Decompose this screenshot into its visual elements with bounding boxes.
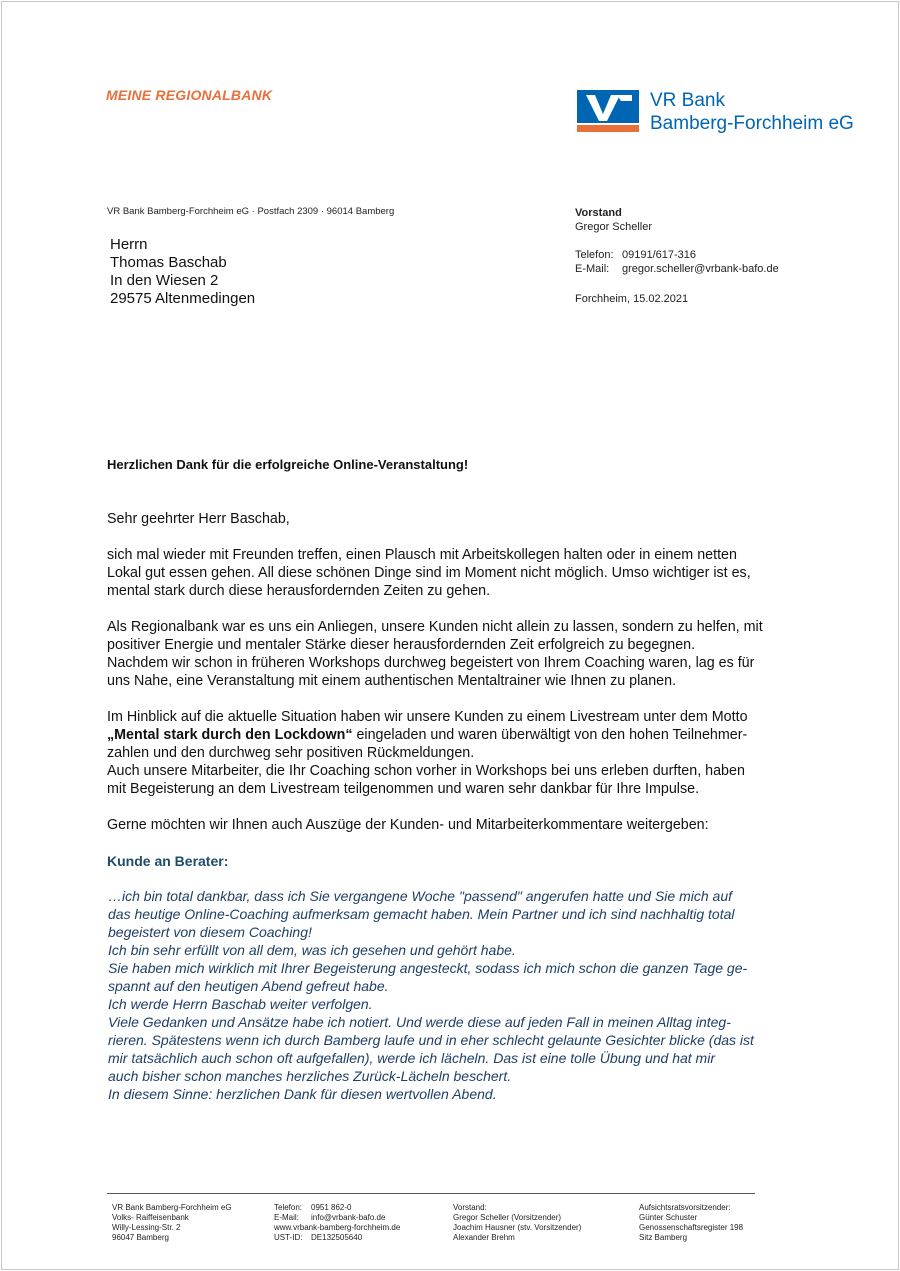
contact-person: Gregor Scheller [575,221,653,233]
recipient-street: In den Wiesen 2 [110,272,219,289]
footer-text: Joachim Hausner (stv. Vorsitzender) [453,1223,582,1232]
letter-subject: Herzlichen Dank für die erfolgreiche Online-Veranstaltung! [107,457,469,472]
footer-text: Willy-Lessing-Str. 2 [112,1223,181,1232]
body-line: Gerne möchten wir Ihnen auch Auszüge der Kunden- und Mitarbeiterkommentare weitergeben: [107,817,709,833]
body-line: mit Begeisterung an dem Livestream teilgenommen und waren sehr dankbar für Ihre Impulse. [107,781,700,797]
footer-text: Aufsichtsratsvorsitzender: [639,1203,731,1212]
phone-label: Telefon: [575,249,614,261]
footer-text: Günter Schuster [639,1213,698,1222]
footer-text: Alexander Brehm [453,1233,515,1242]
body-line: uns Nahe, eine Veranstaltung mit einem authentischen Mentaltrainer wie Ihnen zu planen. [107,673,677,689]
body-line: positiver Energie und mentaler Stärke dieser herausfordernden Zeit erfolgreich zu begegnen. [107,637,696,653]
footer-email-row [274,1213,400,1223]
body-line-rest: eingeladen und waren überwältigt von den hohen Teilnehmer- [352,727,748,743]
footer-supervisory [639,1203,743,1243]
body-line: zahlen und den durchweg sehr positiven Rückmeldungen. [107,745,475,761]
greeting: Sehr geehrter Herr Baschab, [107,511,290,527]
contact-block [575,206,779,306]
body-line: Im Hinblick auf die aktuelle Situation haben wir unsere Kunden zu einem Livestream unter dem Motto [107,709,748,725]
footer-website[interactable]: www.vrbank-bamberg-forchheim.de [274,1223,401,1232]
footer-text: Vorstand: [453,1203,487,1212]
footer-bank-address [112,1203,232,1243]
quote-line: Sie haben mich wirklich mit Ihrer Begeisterung angesteckt, sodass ich mich schon die ganzen Tage ge- [108,960,748,976]
quote-line: Ich bin sehr erfüllt von all dem, was ich gesehen und gehört habe. [108,942,516,958]
footer-text: 96047 Bamberg [112,1233,169,1242]
section-heading-kunde: Kunde an Berater: [107,853,229,869]
quote-line: das heutige Online-Coaching aufmerksam gemacht haben. Mein Partner und ich sind nachhaltig total [108,906,735,922]
recipient-name: Thomas Baschab [110,254,227,271]
body-line: sich mal wieder mit Freunden treffen, einen Plausch mit Arbeitskollegen halten oder in einem netten [107,547,737,563]
sender-return-address: VR Bank Bamberg-Forchheim eG · Postfach 2309 · 96014 Bamberg [107,206,395,217]
footer-text: Genossenschaftsregister 198 [639,1223,744,1232]
body-line: mental stark durch diese herausfordernden Zeiten zu gehen. [107,583,491,599]
quote-line: mir tatsächlich auch schon oft aufgefallen), werde ich lächeln. Das ist eine tolle Übung und hat mir [108,1050,715,1066]
vr-bank-logo-icon [577,90,639,132]
contact-email-row [575,262,779,276]
footer-email-label: E-Mail: [274,1213,299,1222]
body-line-motto [107,726,797,744]
recipient-salutation: Herrn [110,236,148,253]
quote-line: spannt auf den heutigen Abend gefreut habe. [108,978,389,994]
footer-ust-row [274,1233,400,1243]
body-line: Auch unsere Mitarbeiter, die Ihr Coaching schon vorher in Workshops bei uns erleben durften, haben [107,763,745,779]
phone-value: 09191/617-316 [622,249,697,261]
footer-ust: DE132505640 [311,1233,363,1242]
footer-text: Sitz Bamberg [639,1233,688,1242]
quote-line: rieren. Spätestens wenn ich durch Bamberg laufe und in eher schlecht gelaunte Gesichter blicke (das ist [108,1032,754,1048]
footer-text: Volks- Raiffeisenbank [112,1213,189,1222]
letter-body [107,510,797,834]
body-line: Lokal gut essen gehen. All diese schönen Dinge sind im Moment nicht möglich. Umso wichtiger ist es, [107,565,751,581]
footer-email[interactable]: info@vrbank-bafo.de [311,1213,386,1222]
quote-line: begeistert von diesem Coaching! [108,924,312,940]
footer-phone-row [274,1203,400,1213]
footer-divider [107,1193,755,1194]
footer-contact [274,1203,400,1243]
customer-quotes [108,887,798,1103]
place-date: Forchheim, 15.02.2021 [575,293,689,305]
footer-phone: 0951 862-0 [311,1203,352,1212]
event-motto: „Mental stark durch den Lockdown“ [107,727,353,743]
body-line: Als Regionalbank war es uns ein Anliegen, unsere Kunden nicht allein zu lassen, sondern zu helfen, mit [107,619,763,635]
recipient-address [110,236,255,308]
body-line: Nachdem wir schon in früheren Workshops durchweg begeistert von Ihrem Coaching waren, lag es für [107,655,755,671]
bank-name-line2: Bamberg-Forchheim eG [650,113,854,134]
footer-board [453,1203,581,1243]
quote-line: …ich bin total dankbar, dass ich Sie vergangene Woche "passend" angerufen hatte und Sie mich auf [108,888,732,904]
contact-phone-row [575,248,779,262]
email-value[interactable]: gregor.scheller@vrbank-bafo.de [622,263,779,275]
footer-phone-label: Telefon: [274,1203,303,1212]
quote-line: auch bisher schon manches herzliches Zurück-Lächeln beschert. [108,1068,512,1084]
tagline: MEINE REGIONALBANK [106,87,273,103]
footer-text: VR Bank Bamberg-Forchheim eG [112,1203,232,1212]
bank-name [650,89,854,135]
email-label: E-Mail: [575,263,610,275]
footer-ust-label: UST-ID: [274,1233,303,1242]
quote-line: Viele Gedanken und Ansätze habe ich notiert. Und werde diese auf jeden Fall in meinen Alltag integ- [108,1014,731,1030]
contact-department: Vorstand [575,207,622,219]
footer-text: Gregor Scheller (Vorsitzender) [453,1213,562,1222]
bank-name-line1: VR Bank [650,90,725,111]
quote-line: In diesem Sinne: herzlichen Dank für diesen wertvollen Abend. [108,1086,497,1102]
recipient-city: 29575 Altenmedingen [110,290,256,307]
quote-line: Ich werde Herrn Baschab weiter verfolgen. [108,996,373,1012]
